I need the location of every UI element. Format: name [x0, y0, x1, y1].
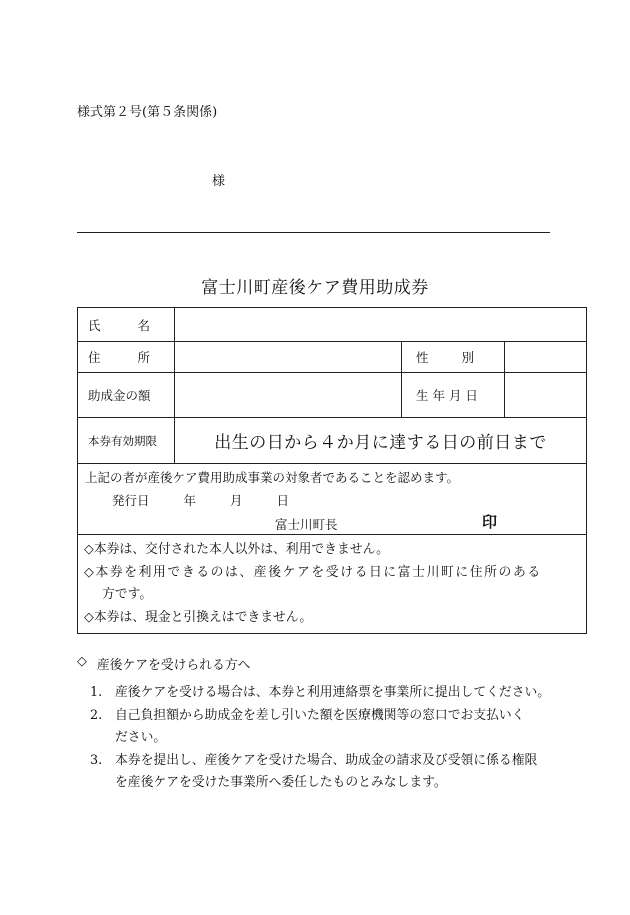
- issue-year-label: 年: [183, 493, 197, 508]
- instructions-heading-text: 産後ケアを受けられる方へ: [96, 658, 251, 673]
- seal-mark: 印: [482, 513, 498, 531]
- mayor-title: 富士川町長: [275, 517, 338, 532]
- certification-row: [78, 464, 587, 535]
- gender-label-char-2: 別: [461, 350, 474, 365]
- list-item-number: 3.: [90, 752, 103, 768]
- birthdate-field[interactable]: [505, 373, 587, 418]
- instructions-section: [77, 654, 597, 795]
- list-item-text: 自己負担額から助成金を差し引いた額を医療機関等の窓口でお支払いく: [115, 707, 525, 723]
- birthdate-label: 生 年 月 日: [402, 373, 505, 418]
- validity-label: 本券有効期限: [78, 418, 175, 464]
- document-title: 富士川町産後ケア費用助成券: [201, 278, 429, 298]
- gender-label: [402, 342, 505, 373]
- list-item-continued: [77, 772, 597, 795]
- list-item-number: 2.: [90, 707, 103, 723]
- list-item-text: 本券を提出し、産後ケアを受けた場合、助成金の請求及び受領に係る権限: [115, 752, 538, 768]
- amount-row: [78, 373, 587, 418]
- validity-row: [78, 418, 587, 464]
- amount-label: 助成金の額: [78, 373, 175, 418]
- list-item-text: ださい。: [115, 730, 167, 745]
- address-label-char-1: 住: [88, 350, 101, 365]
- note-3: ◇本券は、現金と引換えはできません。: [84, 609, 313, 625]
- list-item-continued: [77, 727, 597, 750]
- form-number: 様式第２号(第５条関係): [77, 105, 218, 120]
- address-label: [78, 342, 175, 373]
- name-label-char-2: 名: [137, 317, 150, 333]
- address-field[interactable]: [175, 342, 402, 373]
- gender-label-char-1: 性: [416, 350, 429, 365]
- certification-text: 上記の者が産後ケア費用助成事業の対象者であることを認めます。: [85, 470, 460, 485]
- note-2-continued: 方です。: [102, 587, 153, 602]
- issue-month-label: 月: [230, 493, 243, 508]
- issue-day-label: 日: [276, 493, 290, 508]
- name-row: [78, 308, 587, 342]
- name-label-char-1: 氏: [88, 317, 101, 333]
- notes-cell: [78, 535, 587, 634]
- gender-field[interactable]: [505, 342, 587, 373]
- note-2: ◇本券を利用できるのは、産後ケアを受ける日に富士川町に住所のある: [84, 564, 542, 580]
- instructions-list: [77, 682, 597, 795]
- list-item-text: 産後ケアを受ける場合は、本券と利用連絡票を事業所に提出してください。: [115, 685, 551, 700]
- address-label-char-2: 所: [137, 350, 150, 365]
- note-1: ◇本券は、交付された本人以外は、利用できません。: [84, 542, 389, 557]
- addressee-line: [77, 232, 550, 233]
- list-item: [77, 705, 597, 728]
- issue-date-label: 発行日: [112, 493, 150, 508]
- diamond-icon: ◇: [77, 654, 87, 669]
- validity-text: 出生の日から４か月に達する日の前日まで: [175, 418, 587, 464]
- name-field[interactable]: [175, 308, 587, 342]
- issue-date: [112, 491, 323, 509]
- notes-row: [78, 535, 587, 634]
- name-label: [78, 308, 175, 342]
- list-item-number: 1.: [90, 685, 103, 700]
- list-item-text: を産後ケアを受けた事業所へ委任したものとみなします。: [115, 775, 447, 790]
- amount-field[interactable]: [175, 373, 402, 418]
- list-item: [77, 682, 597, 705]
- address-row: [78, 342, 587, 373]
- instructions-heading: [77, 654, 597, 673]
- list-item: [77, 750, 597, 773]
- addressee-honorific: 様: [212, 174, 226, 189]
- voucher-table: [77, 307, 587, 634]
- certification-cell: [78, 464, 587, 535]
